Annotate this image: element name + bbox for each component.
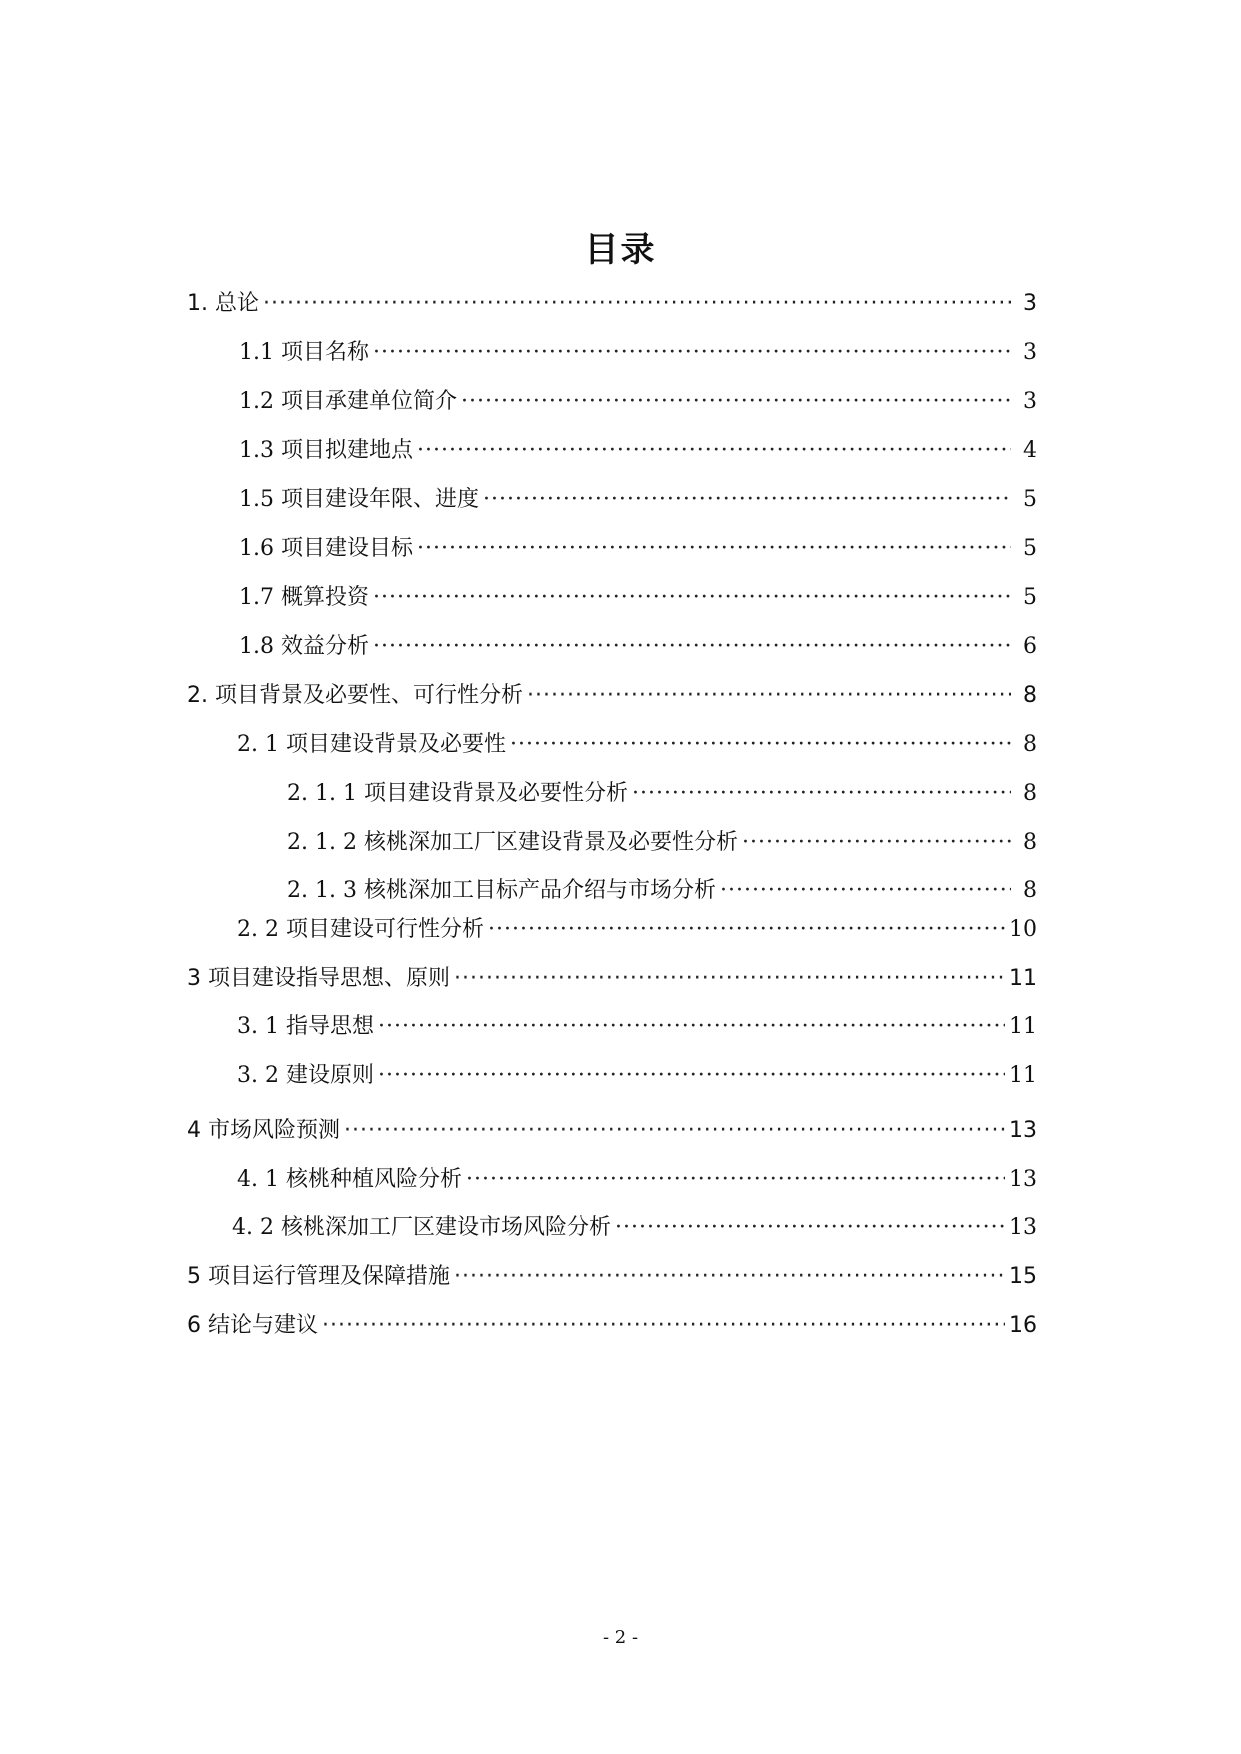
toc-entry[interactable] (237, 1061, 1037, 1091)
toc-entry-page: 16 (1009, 1313, 1037, 1338)
toc-entry[interactable] (187, 1262, 1037, 1292)
toc-entry-page: 11 (1009, 966, 1037, 991)
toc-title: 目录 (584, 230, 657, 270)
toc-entry-label: 1. 总论 (187, 291, 259, 316)
toc-entry-label: 1.2 项目承建单位简介 (239, 389, 457, 414)
toc-entry-label: 2. 1 项目建设背景及必要性 (237, 732, 506, 757)
toc-entry[interactable] (187, 289, 1037, 319)
toc-entry[interactable] (237, 915, 1037, 945)
toc-leader-dots (461, 387, 1011, 417)
toc-entry-label: 3 项目建设指导思想、原则 (187, 966, 450, 991)
toc-entry[interactable] (239, 583, 1037, 613)
toc-entry[interactable] (287, 779, 1037, 809)
toc-entry-page: 11 (1009, 1014, 1037, 1039)
toc-entry-label: 5 项目运行管理及保障措施 (187, 1264, 450, 1289)
toc-entry[interactable] (237, 1165, 1037, 1195)
toc-entry-label: 1.8 效益分析 (239, 634, 369, 659)
toc-entry-page: 3 (1023, 340, 1037, 365)
toc-leader-dots (378, 1012, 1005, 1042)
toc-entry[interactable] (237, 1012, 1037, 1042)
toc-entry-label: 3. 2 建设原则 (237, 1063, 374, 1088)
toc-entry[interactable] (239, 338, 1037, 368)
toc-entry-page: 5 (1023, 585, 1037, 610)
toc-leader-dots (373, 583, 1011, 613)
toc-entry[interactable] (239, 632, 1037, 662)
toc-leader-dots (615, 1213, 1005, 1243)
toc-entry-page: 13 (1009, 1167, 1037, 1192)
toc-leader-dots (454, 964, 1005, 994)
toc-entry[interactable] (239, 534, 1037, 564)
toc-entry-page: 8 (1023, 781, 1037, 806)
page-number: - 2 - (602, 1627, 639, 1648)
toc-entry-label: 1.1 项目名称 (239, 340, 369, 365)
toc-entry-page: 8 (1023, 683, 1037, 708)
toc-entry[interactable] (239, 485, 1037, 515)
toc-entry-page: 4 (1023, 438, 1037, 463)
toc-entry-label: 2. 1. 3 核桃深加工目标产品介绍与市场分析 (287, 878, 716, 903)
toc-entry-page: 5 (1023, 536, 1037, 561)
toc-entry[interactable] (287, 876, 1037, 906)
toc-leader-dots (373, 338, 1011, 368)
toc-entry-page: 8 (1023, 878, 1037, 903)
toc-leader-dots (417, 534, 1011, 564)
toc-entry[interactable] (239, 387, 1037, 417)
toc-leader-dots (742, 828, 1011, 858)
toc-entry[interactable] (187, 964, 1037, 994)
toc-leader-dots (373, 632, 1011, 662)
toc-entry-label: 4 市场风险预测 (187, 1118, 340, 1143)
toc-entry[interactable] (187, 1116, 1037, 1146)
toc-leader-dots (488, 915, 1005, 945)
toc-leader-dots (263, 289, 1011, 319)
toc-entry-page: 15 (1009, 1264, 1037, 1289)
toc-entry[interactable] (237, 730, 1037, 760)
toc-leader-dots (483, 485, 1011, 515)
toc-entry-label: 2. 2 项目建设可行性分析 (237, 917, 484, 942)
toc-entry-label: 1.7 概算投资 (239, 585, 369, 610)
toc-entry-label: 4. 1 核桃种植风险分析 (237, 1167, 462, 1192)
toc-entry-label: 2. 1. 2 核桃深加工厂区建设背景及必要性分析 (287, 830, 738, 855)
toc-leader-dots (720, 876, 1011, 906)
toc-entry-label: 2. 项目背景及必要性、可行性分析 (187, 683, 523, 708)
toc-entry-page: 10 (1009, 917, 1037, 942)
toc-entry[interactable] (239, 436, 1037, 466)
toc-entry-label: 1.6 项目建设目标 (239, 536, 413, 561)
toc-leader-dots (527, 681, 1011, 711)
toc-entry[interactable] (187, 681, 1037, 711)
toc-entry-page: 3 (1023, 389, 1037, 414)
toc-leader-dots (378, 1061, 1005, 1091)
toc-leader-dots (322, 1311, 1005, 1341)
toc-entry[interactable] (232, 1213, 1037, 1243)
toc-entry-page: 13 (1009, 1215, 1037, 1240)
toc-entry-page: 8 (1023, 732, 1037, 757)
toc-entry-label: 3. 1 指导思想 (237, 1014, 374, 1039)
toc-entry-label: 1.5 项目建设年限、进度 (239, 487, 479, 512)
toc-entry-page: 3 (1023, 291, 1037, 316)
toc-entry[interactable] (287, 828, 1037, 858)
toc-entry-page: 5 (1023, 487, 1037, 512)
toc-entry-label: 4. 2 核桃深加工厂区建设市场风险分析 (232, 1215, 611, 1240)
toc-entry-page: 8 (1023, 830, 1037, 855)
toc-entry-page: 11 (1009, 1063, 1037, 1088)
toc-leader-dots (417, 436, 1011, 466)
toc-entry-label: 6 结论与建议 (187, 1313, 318, 1338)
toc-entry-label: 1.3 项目拟建地点 (239, 438, 413, 463)
toc-leader-dots (510, 730, 1011, 760)
toc-entry[interactable] (187, 1311, 1037, 1341)
toc-leader-dots (466, 1165, 1005, 1195)
toc-leader-dots (454, 1262, 1005, 1292)
toc-entry-page: 13 (1009, 1118, 1037, 1143)
toc-entry-label: 2. 1. 1 项目建设背景及必要性分析 (287, 781, 628, 806)
toc-entry-page: 6 (1023, 634, 1037, 659)
toc-leader-dots (632, 779, 1011, 809)
toc-leader-dots (344, 1116, 1005, 1146)
